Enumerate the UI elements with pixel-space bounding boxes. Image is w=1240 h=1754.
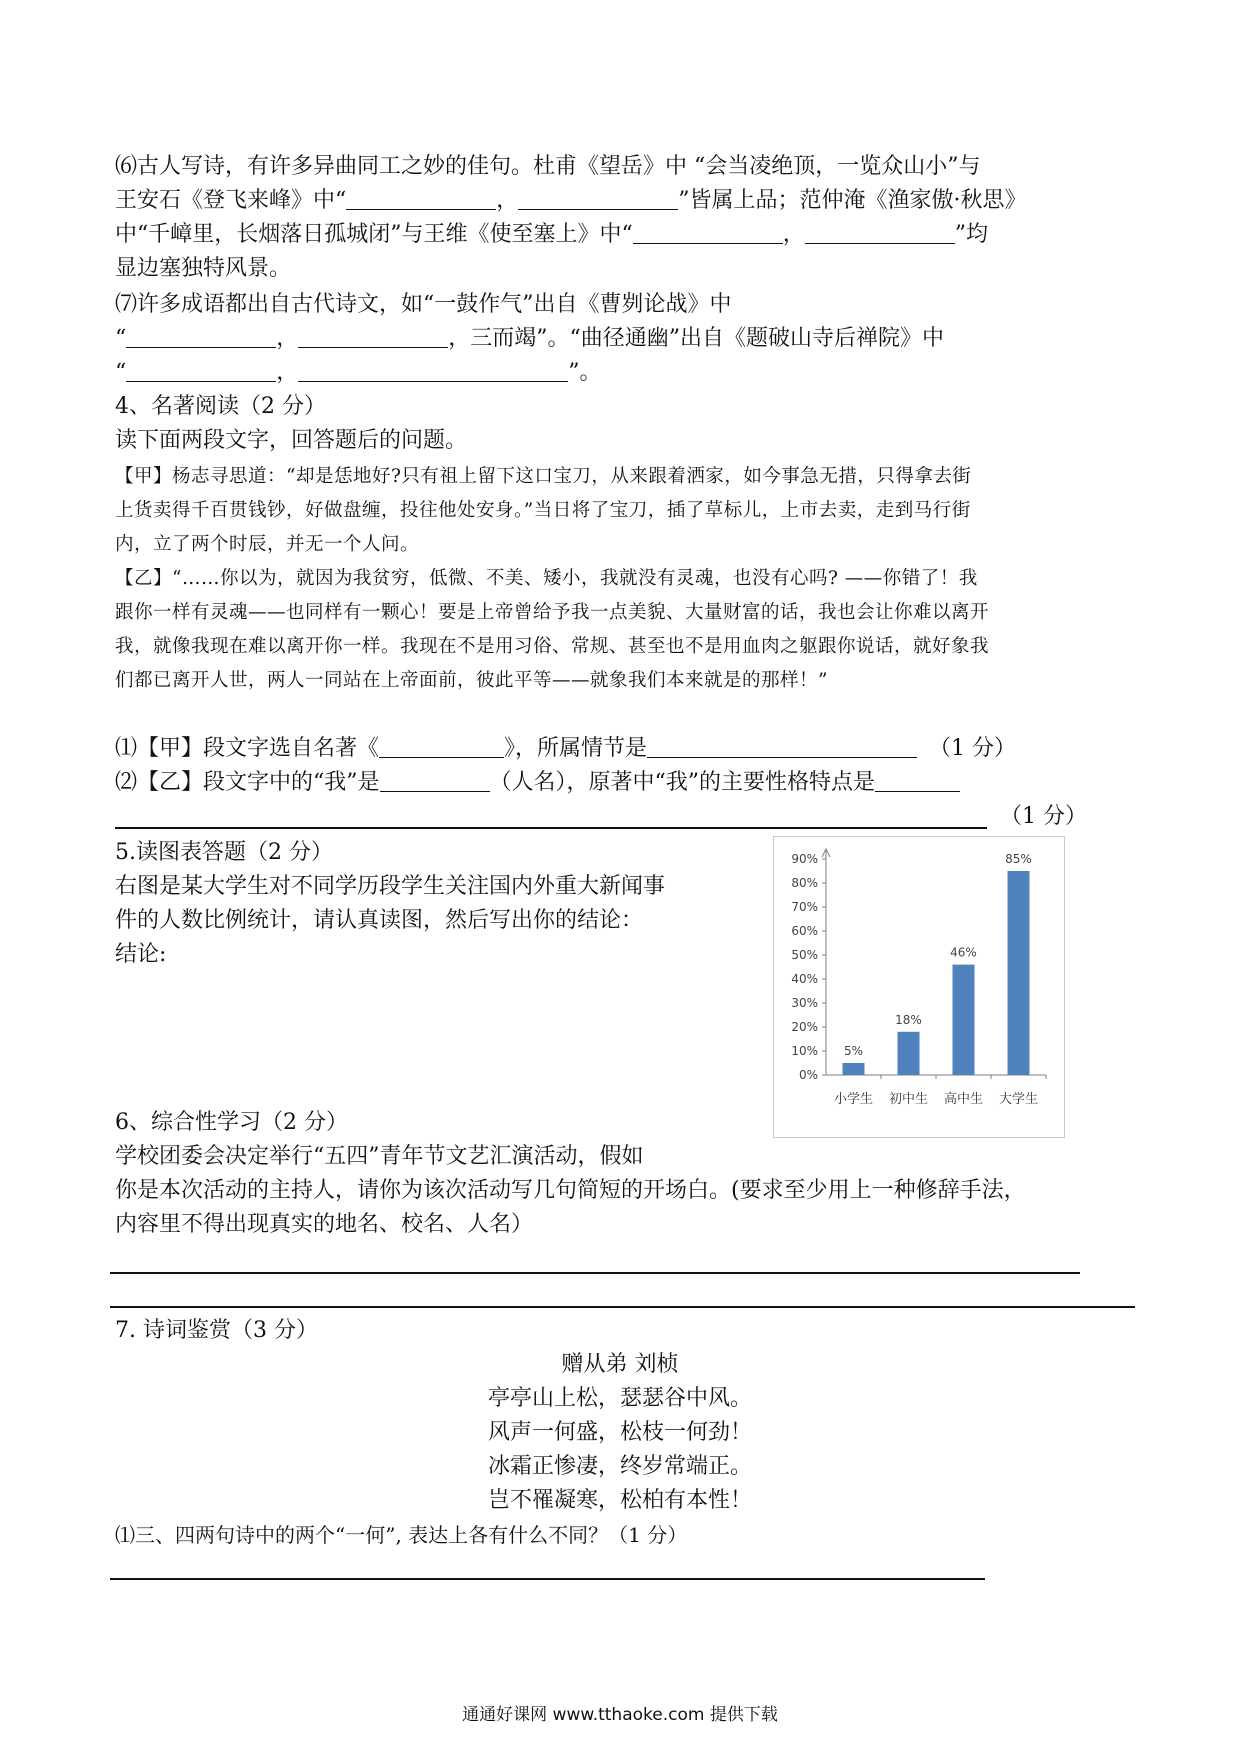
q3-p7-line1: ⑺许多成语都出自古代诗文，如“一鼓作气”出自《曹刿论战》中 — [115, 292, 732, 317]
poem-line: 亭亭山上松，瑟瑟谷中风。 — [487, 1386, 752, 1411]
q3-p7-text-e: ”。 — [568, 360, 602, 385]
answer-blank[interactable] — [875, 769, 960, 792]
x-category-label: 大学生 — [998, 1092, 1039, 1107]
q3-p7-quote: “ — [115, 326, 127, 351]
q3-p6-line1: ⑹古人写诗，有许多异曲同工之妙的佳句。杜甫《望岳》中 “会当凌绝顶，一览众山小”与 — [115, 154, 981, 179]
q4-jia-line1: 【甲】杨志寻思道：“却是恁地好?只有祖上留下这口宝刀，从来跟着洒家，如今事急无措，只得拿去街 — [115, 466, 972, 487]
q4-sub2-text-a: ⑵【乙】段文字中的“我”是 — [115, 770, 380, 795]
q3-p7-text-c: ，三而竭”。“曲径通幽”出自《题破山寺后禅院》中 — [448, 326, 945, 351]
q7-sub1: ⑴三、四两句诗中的两个“一何”, 表达上各有什么不同？（1 分） — [115, 1523, 688, 1547]
q6-title: 6、综合性学习（2 分） — [115, 1110, 348, 1135]
answer-line[interactable] — [110, 1272, 1080, 1274]
bar — [1008, 871, 1030, 1075]
y-tick-label: 10% — [791, 1044, 818, 1058]
q7-title: 7. 诗词鉴赏（3 分） — [115, 1318, 318, 1343]
y-tick-label: 0% — [798, 1068, 818, 1082]
q4-sub1-text-a: ⑴【甲】段文字选自名著《 — [115, 736, 380, 761]
q4-yi-line2: 跟你一样有灵魂——也同样有一颗心！要是上帝曾给予我一点美貌、大量财富的话，我也会让你难以离开 — [115, 602, 990, 623]
bar-chart — [773, 836, 1065, 1138]
poem-title: 赠从弟 刘桢 — [561, 1352, 679, 1377]
bar-value-label: 5% — [843, 1044, 864, 1058]
q3-p6-text-a: 王安石《登飞来峰》中“ — [115, 188, 347, 213]
q4-sub2-text-b: （人名），原著中“我”的主要性格特点是 — [489, 770, 875, 795]
q3-p6-text-d: 中“千嶂里，长烟落日孤城闭”与王维《使至塞上》中“ — [115, 222, 633, 247]
q5-title: 5.读图表答题（2 分） — [115, 840, 333, 865]
answer-line[interactable] — [110, 1578, 985, 1580]
y-tick-label: 30% — [791, 996, 818, 1010]
q4-sub2-score: （1 分） — [1000, 804, 1087, 829]
y-tick-label: 40% — [791, 972, 818, 986]
answer-blank[interactable] — [346, 187, 496, 210]
y-tick-label: 70% — [791, 900, 818, 914]
q3-p6-text-e: ”均 — [954, 222, 989, 247]
answer-blank[interactable] — [647, 735, 917, 758]
q4-sub1-text-b: 》，所属情节是 — [504, 736, 648, 761]
answer-blank[interactable] — [379, 735, 504, 758]
poem-line: 冰霜正惨凄，终岁常端正。 — [487, 1454, 752, 1479]
q4-jia-line3: 内，立了两个时辰，并无一个人问。 — [115, 534, 420, 555]
section-divider — [110, 1306, 1135, 1308]
bar-value-label: 85% — [1005, 852, 1032, 866]
poem-line: 岂不罹凝寒，松柏有本性！ — [487, 1488, 752, 1513]
bar — [953, 965, 975, 1075]
q3-p7-comma: ， — [276, 326, 299, 351]
bar — [898, 1032, 920, 1075]
x-category-label: 初中生 — [888, 1092, 929, 1107]
q3-p6-comma2: ， — [782, 222, 805, 247]
q3-p7-quote2: “ — [115, 360, 127, 385]
answer-blank[interactable] — [633, 221, 783, 244]
q6-line3: 内容里不得出现真实的地名、校名、人名） — [115, 1212, 534, 1237]
q6-line2: 你是本次活动的主持人，请你为该次活动写几句简短的开场白。(要求至少用上一种修辞手法， — [115, 1178, 1026, 1203]
q3-p6-text-c: ”皆属上品；范仲淹《渔家傲·秋思》 — [678, 188, 1027, 213]
q4-sub2 — [115, 768, 960, 798]
q4-title: 4、名著阅读（2 分） — [115, 394, 326, 419]
bar-value-label: 46% — [950, 945, 977, 960]
q3-p6-line2 — [115, 186, 1027, 216]
q6-line1: 学校团委会决定举行“五四”青年节文艺汇演活动，假如 — [115, 1144, 644, 1169]
q3-p6-line3 — [115, 220, 988, 250]
q5-line1: 右图是某大学生对不同学历段学生关注国内外重大新闻事 — [115, 874, 666, 899]
q4-yi-line1: 【乙】“……你以为，就因为我贫穷，低微、不美、矮小，我就没有灵魂，也没有心吗? ——你错了！我 — [115, 568, 978, 589]
q3-p7-comma2: ， — [276, 360, 299, 385]
q3-p6-line4: 显边塞独特风景。 — [115, 256, 292, 281]
y-tick-label: 50% — [791, 948, 818, 962]
answer-line[interactable] — [115, 827, 987, 829]
answer-blank[interactable] — [126, 359, 276, 382]
y-tick-label: 60% — [791, 924, 818, 938]
answer-blank[interactable] — [126, 325, 276, 348]
q3-p6-comma: ， — [496, 188, 519, 213]
x-category-label: 小学生 — [833, 1092, 874, 1107]
q3-p7-line3 — [115, 358, 602, 388]
footer-credit: 通通好课网 www.tthaoke.com 提供下载 — [462, 1705, 778, 1725]
q4-intro: 读下面两段文字，回答题后的问题。 — [115, 428, 468, 453]
q5-conclusion-label: 结论: — [115, 942, 167, 967]
answer-blank[interactable] — [298, 359, 568, 382]
poem-line: 风声一何盛，松枝一何劲！ — [487, 1420, 752, 1445]
x-category-label: 高中生 — [943, 1092, 984, 1107]
q4-yi-line3: 我，就像我现在难以离开你一样。我现在不是用习俗、常规、甚至也不是用血肉之躯跟你说话，就好象我 — [115, 636, 990, 657]
y-tick-label: 90% — [791, 852, 818, 866]
answer-blank[interactable] — [518, 187, 678, 210]
bar-chart-svg — [774, 837, 1064, 1137]
q4-yi-line4: 们都已离开人世，两人一同站在上帝面前，彼此平等——就象我们本来就是的那样！” — [115, 670, 828, 691]
q5-line2: 件的人数比例统计，请认真读图，然后写出你的结论： — [115, 908, 644, 933]
answer-blank[interactable] — [298, 325, 448, 348]
q4-jia-line2: 上货卖得千百贯钱钞，好做盘缠，投往他处安身。”当日将了宝刀，插了草标儿，上市去卖，走到马行街 — [115, 500, 971, 521]
answer-blank[interactable] — [380, 769, 490, 792]
y-tick-label: 80% — [791, 876, 818, 890]
q4-sub1-score: （1 分） — [929, 736, 1017, 761]
q3-p7-line2 — [115, 324, 944, 354]
bar — [843, 1063, 865, 1075]
bar-value-label: 18% — [895, 1012, 922, 1027]
q4-sub1 — [115, 734, 1016, 764]
y-tick-label: 20% — [791, 1020, 818, 1034]
answer-blank[interactable] — [805, 221, 955, 244]
